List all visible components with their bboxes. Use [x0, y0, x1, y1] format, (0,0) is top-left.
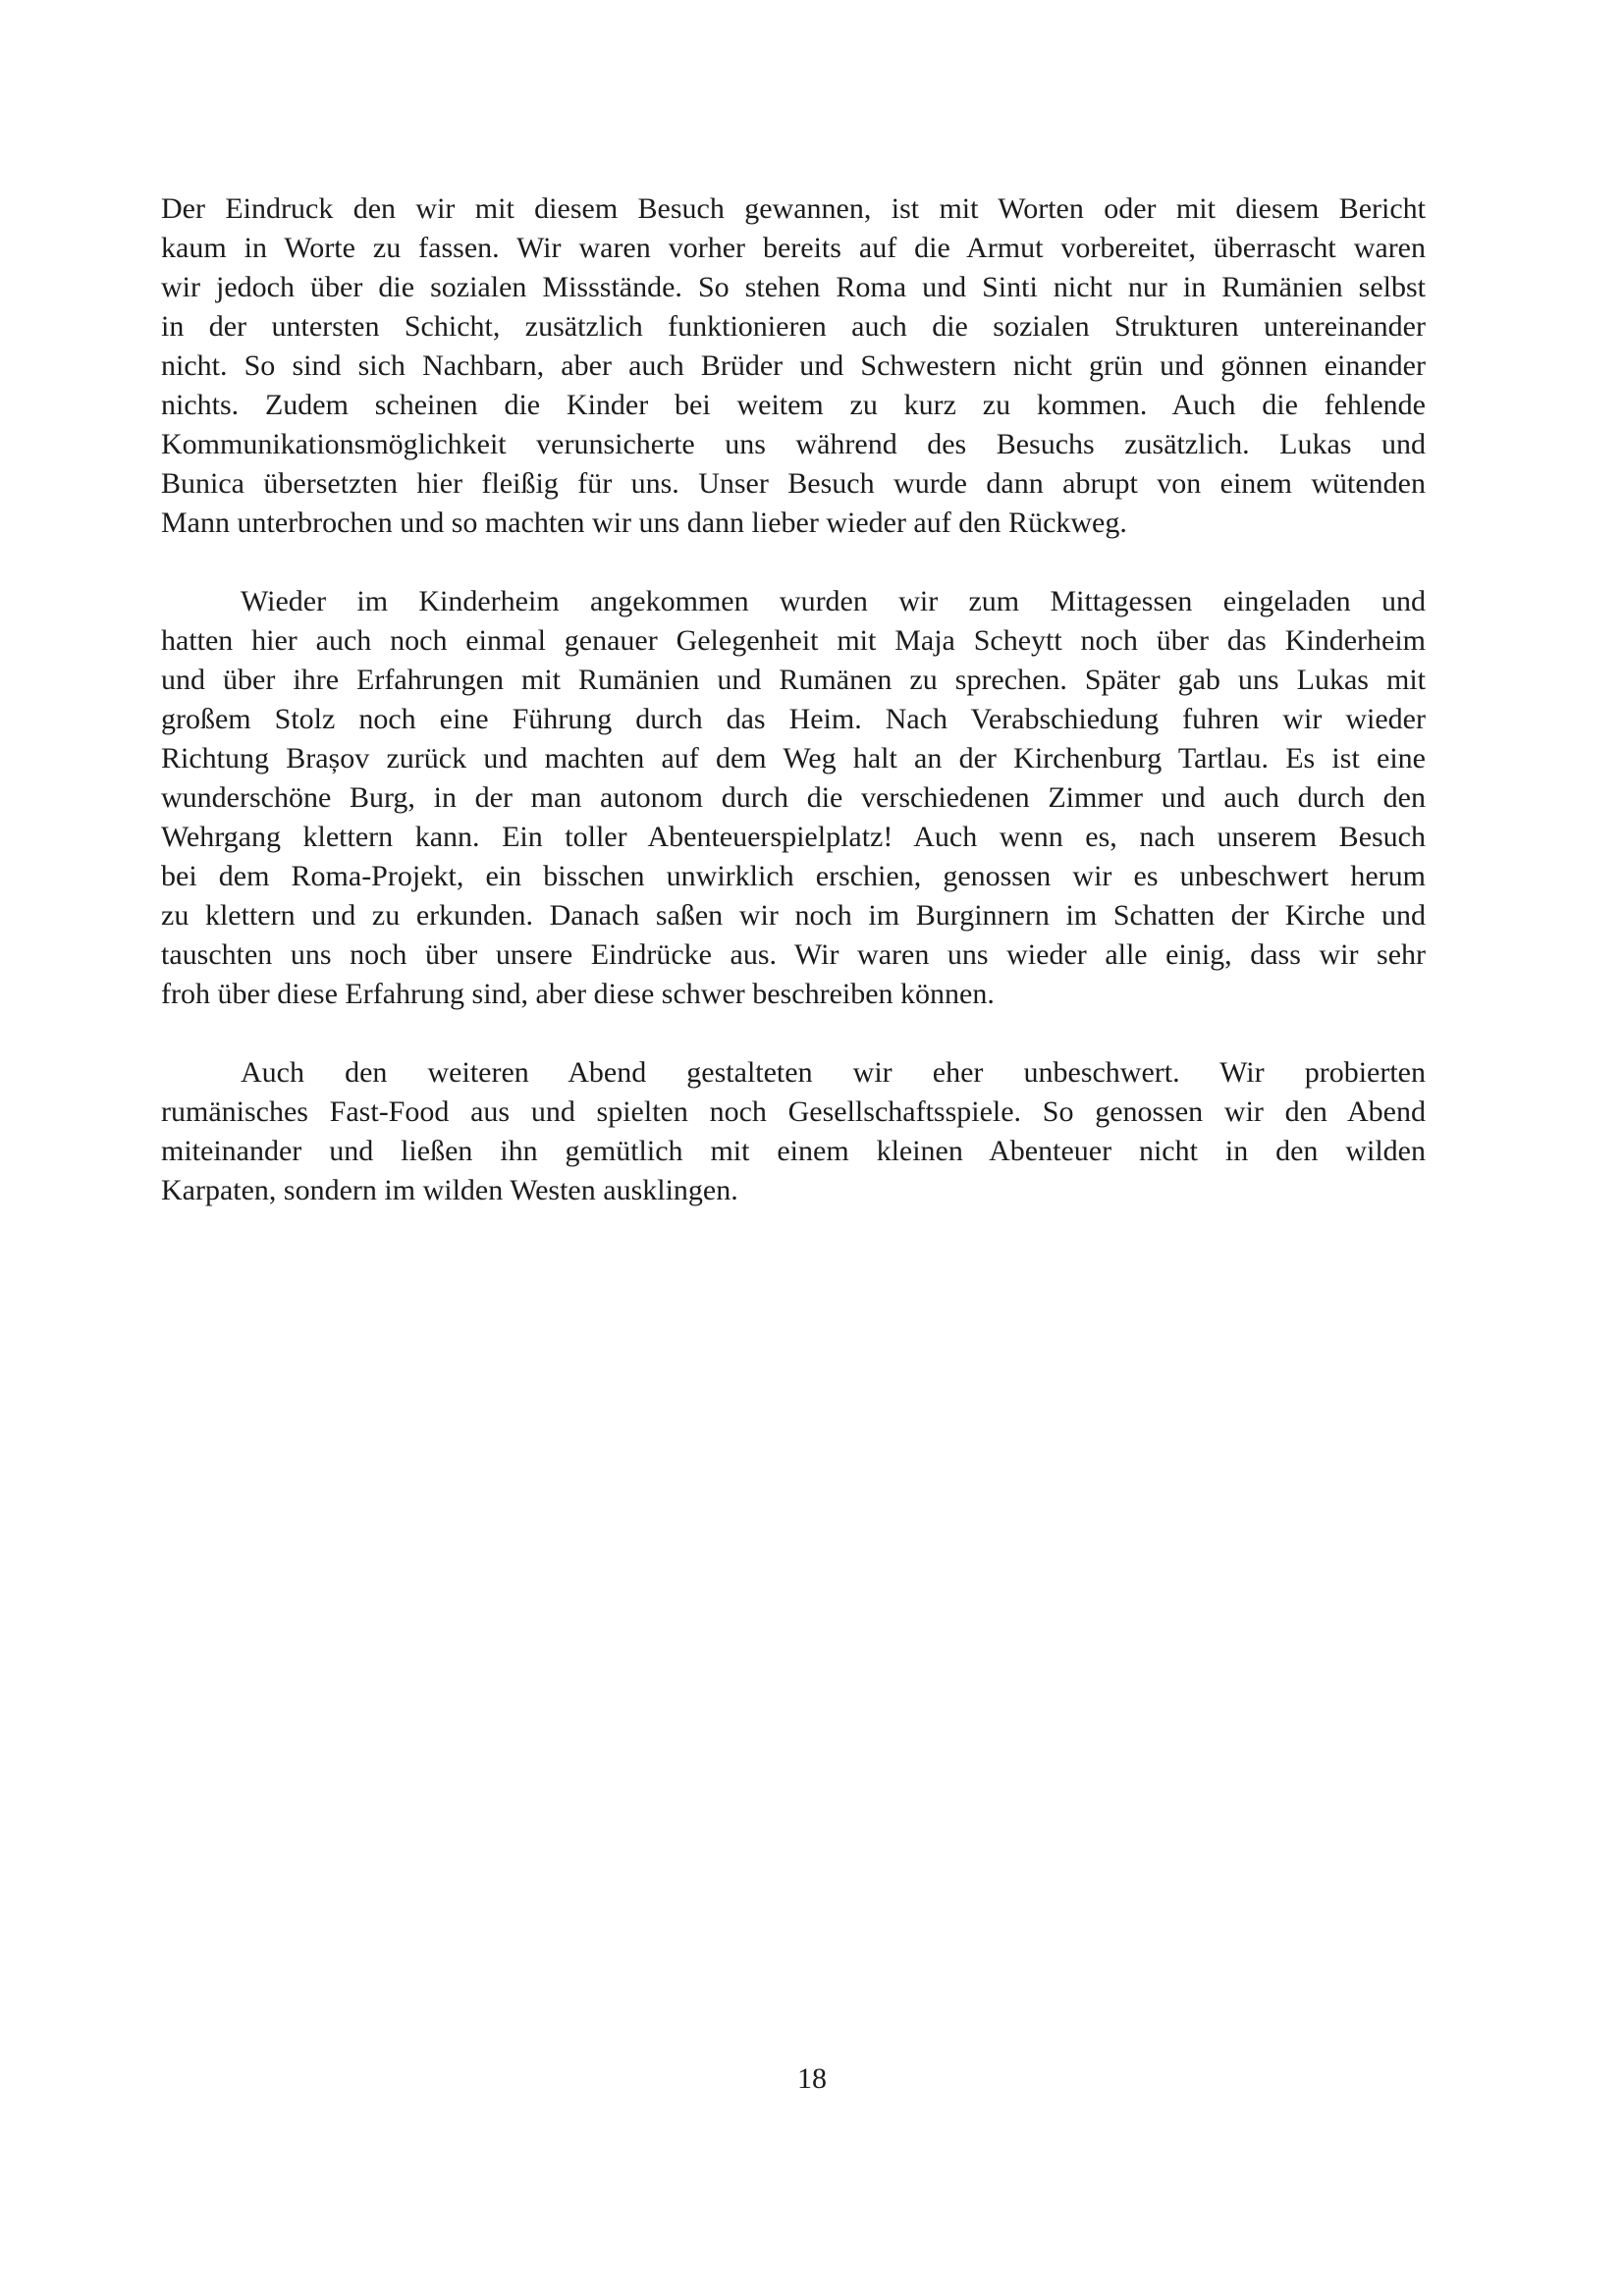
- page-number: 18: [797, 2062, 827, 2095]
- text-line: nicht. So sind sich Nachbarn, aber auch Brüder und Schwestern nicht grün und gönnen einander: [161, 349, 1426, 382]
- text-line: Wieder im Kinderheim angekommen wurden wir zum Mittagessen eingeladen und: [241, 585, 1426, 617]
- text-line: kaum in Worte zu fassen. Wir waren vorher bereits auf die Armut vorbereitet, überrascht waren: [161, 232, 1426, 264]
- text-line: Wehrgang klettern kann. Ein toller Abenteuerspielplatz! Auch wenn es, nach unserem Besuch: [161, 821, 1426, 853]
- paragraph: [161, 1053, 1426, 1210]
- page-body-text: [161, 189, 1426, 1210]
- text-line: großem Stolz noch eine Führung durch das Heim. Nach Verabschiedung fuhren wir wieder: [161, 703, 1426, 735]
- text-line: zu klettern und zu erkunden. Danach saßen wir noch im Burginnern im Schatten der Kirche und: [161, 899, 1426, 932]
- text-line: hatten hier auch noch einmal genauer Gelegenheit mit Maja Scheytt noch über das Kinderheim: [161, 624, 1426, 657]
- text-line: Karpaten, sondern im wilden Westen ausklingen.: [161, 1174, 738, 1206]
- text-line: Der Eindruck den wir mit diesem Besuch gewannen, ist mit Worten oder mit diesem Bericht: [161, 192, 1426, 225]
- text-line: in der untersten Schicht, zusätzlich funktionieren auch die sozialen Strukturen untereinander: [161, 310, 1426, 343]
- text-line: Richtung Brașov zurück und machten auf dem Weg halt an der Kirchenburg Tartlau. Es ist eine: [161, 742, 1426, 774]
- paragraph: [161, 582, 1426, 1014]
- paragraph: [161, 189, 1426, 543]
- text-line: nichts. Zudem scheinen die Kinder bei weitem zu kurz zu kommen. Auch die fehlende: [161, 389, 1426, 421]
- text-line: und über ihre Erfahrungen mit Rumänien und Rumänen zu sprechen. Später gab uns Lukas mit: [161, 664, 1426, 696]
- text-line: rumänisches Fast-Food aus und spielten noch Gesellschaftsspiele. So genossen wir den Abend: [161, 1095, 1426, 1128]
- text-line: tauschten uns noch über unsere Eindrücke aus. Wir waren uns wieder alle einig, dass wir sehr: [161, 938, 1426, 971]
- text-line: wunderschöne Burg, in der man autonom durch die verschiedenen Zimmer und auch durch den: [161, 781, 1426, 814]
- text-line: bei dem Roma-Projekt, ein bisschen unwirklich erschien, genossen wir es unbeschwert herum: [161, 860, 1426, 892]
- text-line: Kommunikationsmöglichkeit verunsicherte uns während des Besuchs zusätzlich. Lukas und: [161, 428, 1426, 460]
- text-line: Bunica übersetzten hier fleißig für uns. Unser Besuch wurde dann abrupt von einem wütenden: [161, 467, 1426, 500]
- text-line: Mann unterbrochen und so machten wir uns dann lieber wieder auf den Rückweg.: [161, 507, 1127, 539]
- text-line: miteinander und ließen ihn gemütlich mit einem kleinen Abenteuer nicht in den wilden: [161, 1135, 1426, 1167]
- text-line: froh über diese Erfahrung sind, aber diese schwer beschreiben können.: [161, 978, 995, 1010]
- text-line: Auch den weiteren Abend gestalteten wir eher unbeschwert. Wir probierten: [241, 1056, 1426, 1089]
- text-line: wir jedoch über die sozialen Missstände. So stehen Roma und Sinti nicht nur in Rumänien selbst: [161, 271, 1426, 303]
